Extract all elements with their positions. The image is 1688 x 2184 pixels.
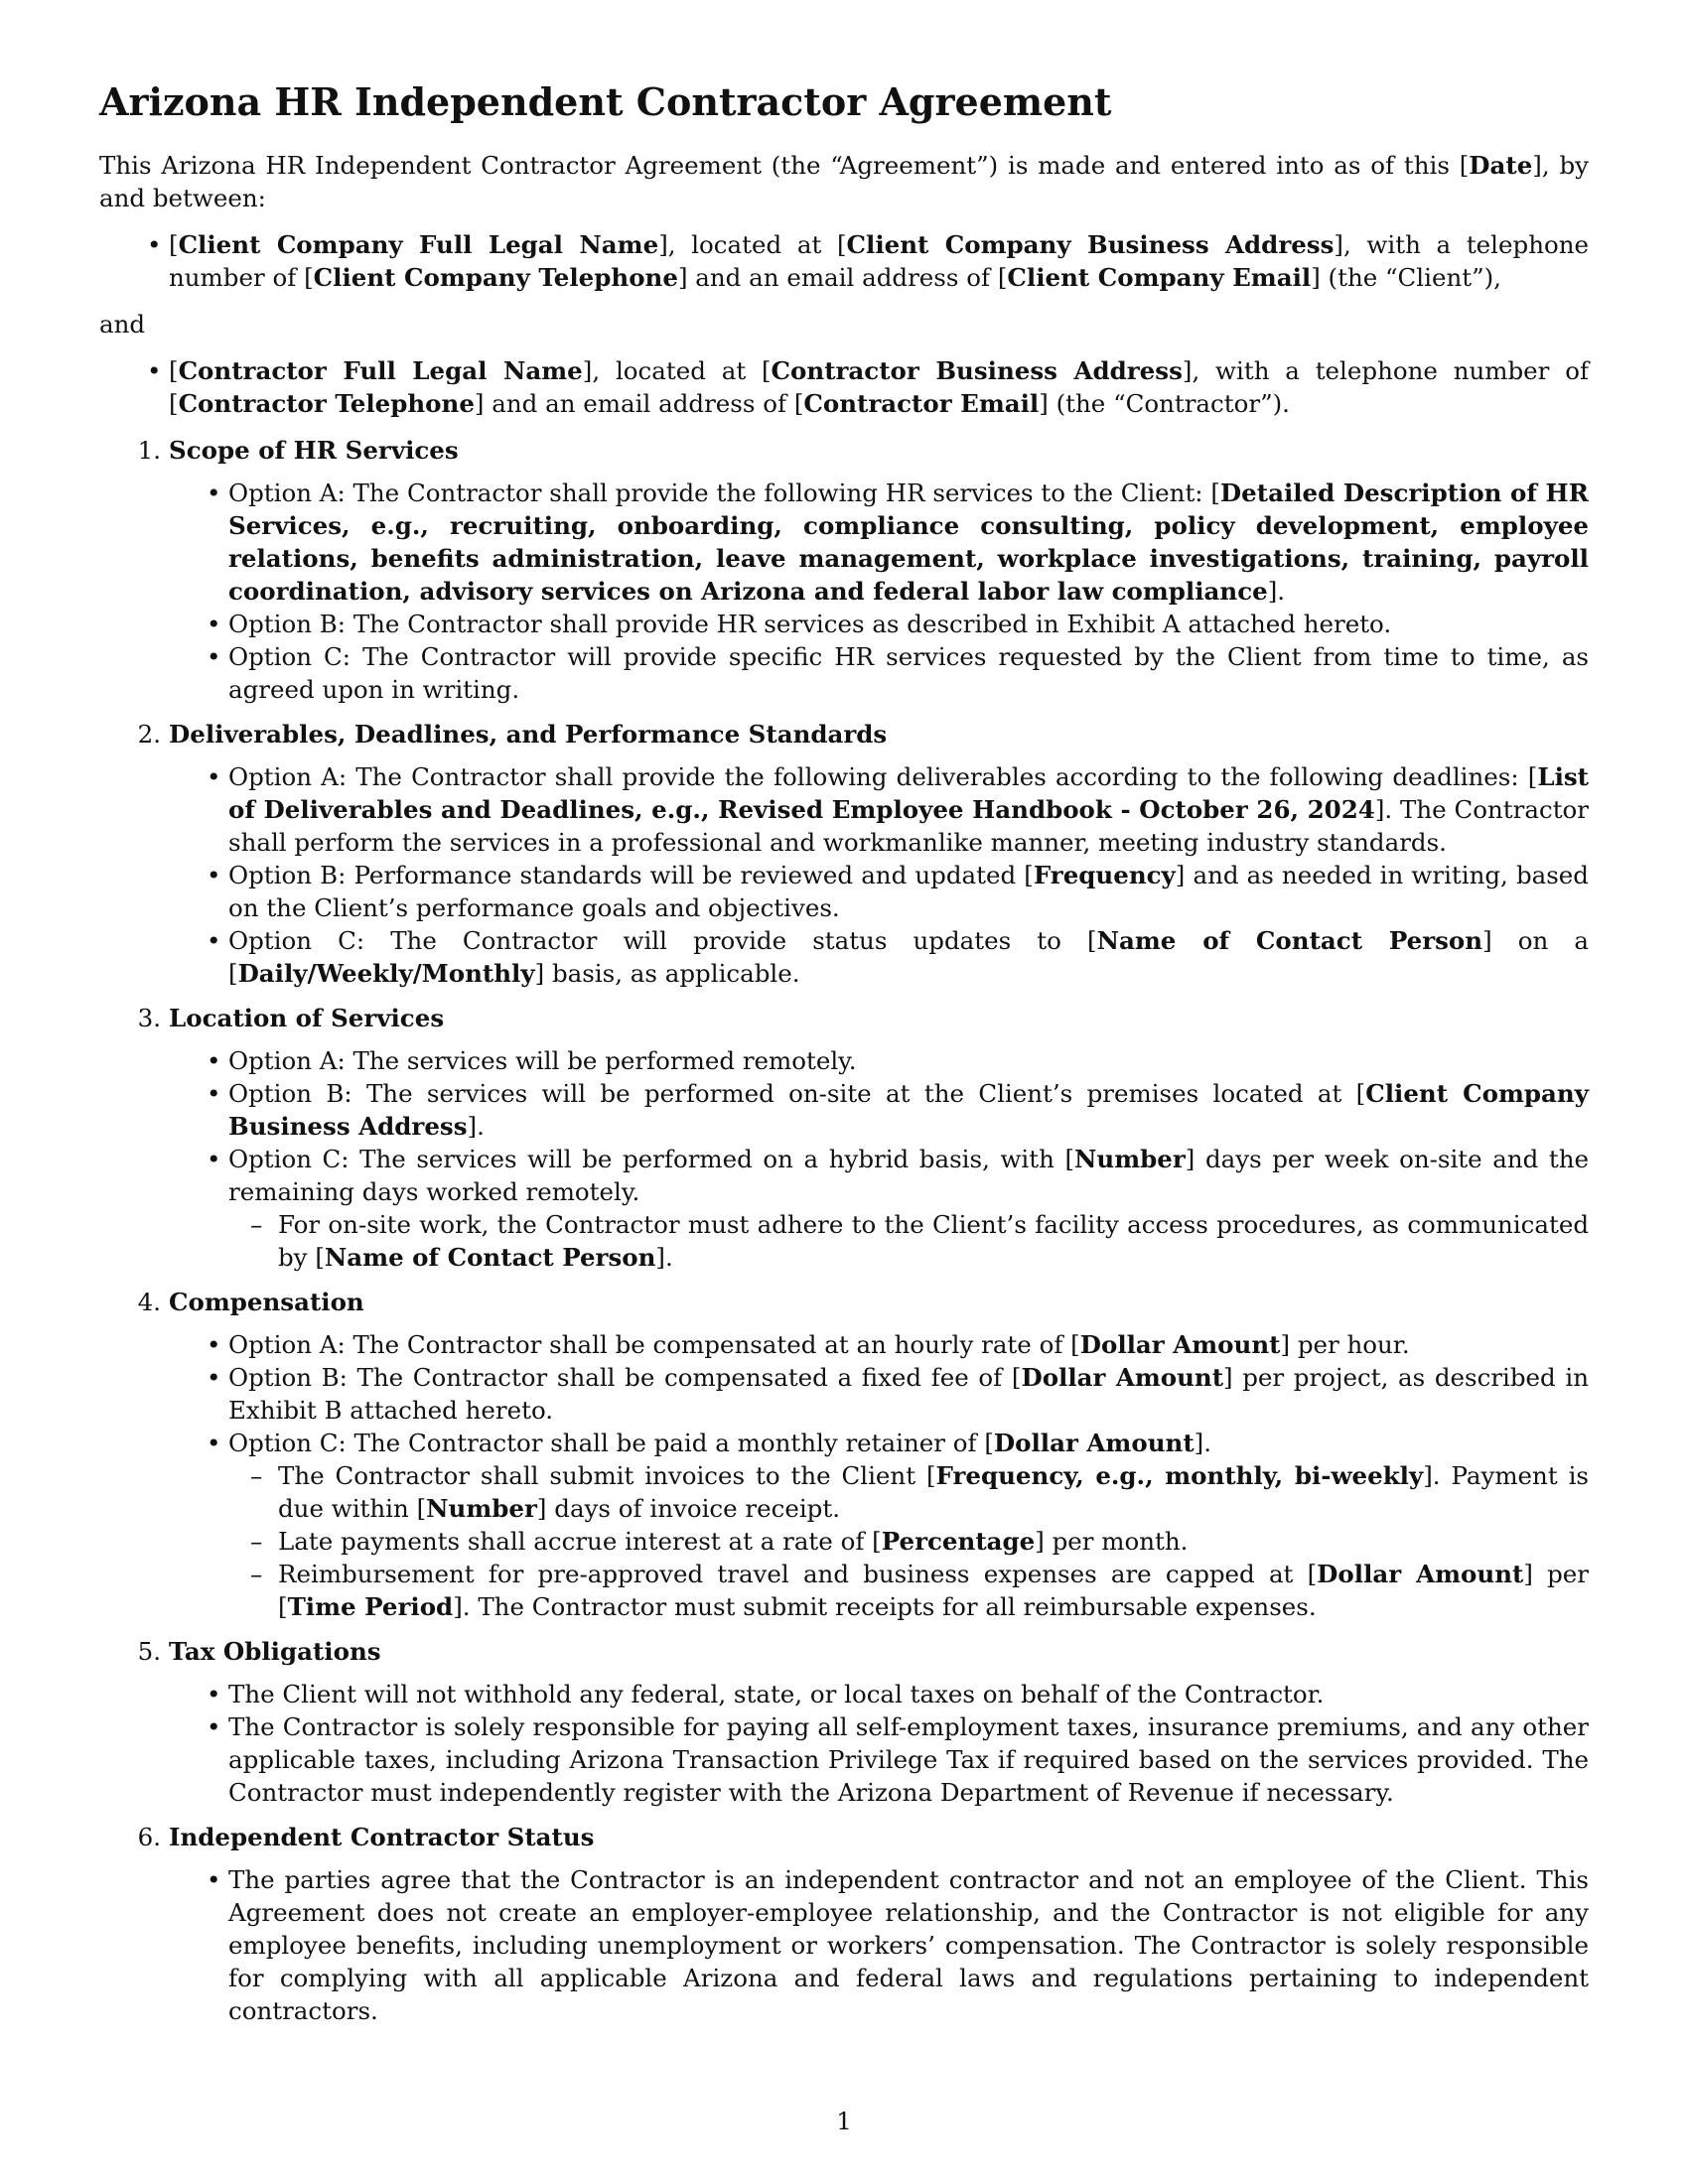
option-text: • The parties agree that the Contractor is an independent contractor and not an employee of the Client. This Agreement does not create an employer-employee relationship, and the Contractor is not eligible for any employee benefits, including unemployment or workers’ compensation. The Contractor is solely responsible for complying with all applicable Arizona and federal laws and regulations pertaining to independent contractors. xyxy=(228,1864,1589,2025)
option-text: • Option C: The Contractor shall be paid a monthly retainer of [Dollar Amount]. xyxy=(228,1428,1211,1457)
option-text: • Option A: The Contractor shall be compensated at an hourly rate of [Dollar Amount] per hour. xyxy=(228,1329,1410,1359)
section-heading xyxy=(99,1286,1589,1318)
option-text: • Option A: The services will be performed remotely. xyxy=(228,1045,857,1075)
section-number: 1. xyxy=(137,435,161,465)
option-item xyxy=(228,608,1589,640)
section-heading xyxy=(99,1635,1589,1668)
option-text: • Option C: The services will be performed on a hybrid basis, with [Number] days per week on-site and the remaining days worked remotely. xyxy=(228,1144,1589,1206)
sections-list xyxy=(99,434,1589,2027)
option-item xyxy=(228,640,1589,706)
option-item xyxy=(228,924,1589,990)
section-4 xyxy=(99,1286,1589,1623)
page-number: 1 xyxy=(836,2107,852,2135)
section-title: Scope of HR Services xyxy=(169,435,459,465)
option-text: • The Client will not withhold any federal, state, or local taxes on behalf of the Contractor. xyxy=(228,1679,1325,1708)
section-options xyxy=(99,1863,1589,2027)
section-title: Tax Obligations xyxy=(169,1636,381,1666)
section-heading xyxy=(99,718,1589,751)
section-1 xyxy=(99,434,1589,706)
option-item xyxy=(228,1710,1589,1809)
section-5 xyxy=(99,1635,1589,1809)
option-item xyxy=(228,760,1589,859)
option-text: • Option B: The Contractor shall provide HR services as described in Exhibit A attached hereto. xyxy=(228,609,1392,638)
intro-paragraph: This Arizona HR Independent Contractor Agreement (the “Agreement”) is made and entered into as of this [Date], by and between: xyxy=(99,150,1589,212)
sub-item: – Late payments shall accrue interest at a rate of [Percentage] per month. xyxy=(278,1525,1589,1558)
option-item xyxy=(228,1328,1589,1361)
party-list-contractor xyxy=(99,354,1589,420)
option-text: • Option C: The Contractor will provide status updates to [Name of Contact Person] on a [Daily/Weekly/Monthly] basis, as applicable. xyxy=(228,925,1589,988)
option-text: • Option A: The Contractor shall provide the following HR services to the Client: [Detailed Description of HR Services, e.g., recruiting, onboarding, compliance consulting, policy development, employee relations, benefits administration, leave management, workplace investigations, training, payroll coordination, advisory services on Arizona and federal labor law compliance]. xyxy=(228,478,1589,606)
section-heading xyxy=(99,434,1589,467)
option-item xyxy=(228,1143,1589,1274)
option-text: • Option A: The Contractor shall provide the following deliverables according to the following deadlines: [List of Deliverables and Deadlines, e.g., Revised Employee Handbook - October 26, 2024]. The Contractor shall perform the services in a professional and workmanlike manner, meeting industry standards. xyxy=(228,761,1590,857)
section-options xyxy=(99,1044,1589,1274)
option-text: • Option B: The services will be performed on-site at the Client’s premises located at [Client Company Business Address]. xyxy=(228,1078,1589,1141)
sub-item: – The Contractor shall submit invoices to the Client [Frequency, e.g., monthly, bi-weekly]. Payment is due within [Number] days of invoice receipt. xyxy=(278,1459,1589,1525)
section-title: Location of Services xyxy=(169,1003,445,1032)
section-title: Independent Contractor Status xyxy=(169,1822,595,1851)
sub-item: – Reimbursement for pre-approved travel and business expenses are capped at [Dollar Amount] per [Time Period]. The Contractor must submit receipts for all reimbursable expenses. xyxy=(278,1558,1589,1623)
option-item xyxy=(228,859,1589,924)
option-item xyxy=(228,1044,1589,1077)
option-text: • Option C: The Contractor will provide specific HR services requested by the Client from time to time, as agreed upon in writing. xyxy=(228,641,1589,704)
section-options xyxy=(99,1328,1589,1623)
section-title: Deliverables, Deadlines, and Performance Standards xyxy=(169,719,888,749)
option-text: • Option B: Performance standards will be reviewed and updated [Frequency] and as needed in writing, based on the Client’s performance goals and objectives. xyxy=(228,860,1589,922)
option-text: • The Contractor is solely responsible for paying all self-employment taxes, insurance premiums, and any other applicable taxes, including Arizona Transaction Privilege Tax if required based on the services provided. The Contractor must independently register with the Arizona Department of Revenue if necessary. xyxy=(228,1711,1589,1807)
section-options xyxy=(99,1678,1589,1809)
party-client: • [Client Company Full Legal Name], located at [Client Company Business Address], with a telephone number of [Client Company Telephone] and an email address of [Client Company Email] (the “Client”), xyxy=(169,228,1589,294)
sub-list xyxy=(228,1208,1589,1274)
section-options xyxy=(99,760,1589,990)
section-number: 6. xyxy=(137,1822,161,1851)
section-title: Compensation xyxy=(169,1287,364,1316)
section-6 xyxy=(99,1821,1589,2027)
section-2 xyxy=(99,718,1589,990)
option-item xyxy=(228,1077,1589,1143)
document-page xyxy=(99,79,1589,2039)
section-number: 5. xyxy=(137,1636,161,1666)
section-3 xyxy=(99,1002,1589,1274)
option-item xyxy=(228,477,1589,608)
option-text: • Option B: The Contractor shall be compensated a fixed fee of [Dollar Amount] per project, as described in Exhibit B attached hereto. xyxy=(228,1362,1589,1425)
section-number: 3. xyxy=(137,1003,161,1032)
sub-item: – For on-site work, the Contractor must adhere to the Client’s facility access procedures, as communicated by [Name of Contact Person]. xyxy=(278,1208,1589,1274)
option-item xyxy=(228,1863,1589,2027)
party-contractor: • [Contractor Full Legal Name], located at [Contractor Business Address], with a telephone number of [Contractor Telephone] and an email address of [Contractor Email] (the “Contractor”). xyxy=(169,354,1589,420)
option-item xyxy=(228,1678,1589,1710)
party-list xyxy=(99,228,1589,294)
section-number: 4. xyxy=(137,1287,161,1316)
document-title: Arizona HR Independent Contractor Agreement xyxy=(99,79,1112,124)
sub-list xyxy=(228,1459,1589,1623)
option-item xyxy=(228,1427,1589,1623)
section-number: 2. xyxy=(137,719,161,749)
section-heading xyxy=(99,1002,1589,1034)
section-options xyxy=(99,477,1589,706)
option-item xyxy=(228,1361,1589,1427)
section-heading xyxy=(99,1821,1589,1853)
conjunction-and: and xyxy=(99,309,146,339)
